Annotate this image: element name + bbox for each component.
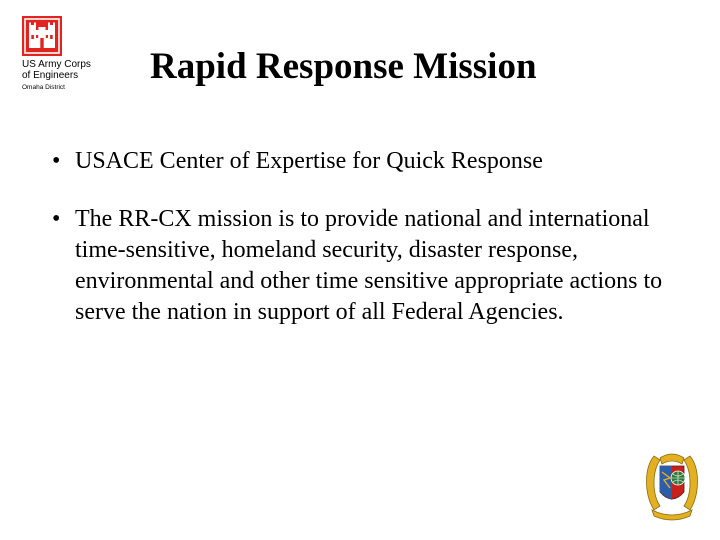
org-name-line2: of Engineers [22,70,79,81]
org-name [22,59,132,81]
bullet-item [48,204,688,328]
insignia-icon [640,448,704,522]
logo-block [22,16,132,92]
castle-icon [22,16,62,56]
org-name-line1: US Army Corps [22,59,91,70]
bullet-text: The RR-CX mission is to provide national and international time-sensitive, homeland security, disaster response, environmental and other time sensitive appropriate actions to serve the nation in support of all Federal Agencies. [75,206,663,325]
org-district: Omaha District [22,84,65,91]
bullet-dot-icon: • [52,206,61,232]
slide-title: Rapid Response Mission [150,46,537,87]
bullet-text: USACE Center of Expertise for Quick Response [75,148,543,174]
bullet-dot-icon: • [52,148,61,174]
bullet-item [48,146,688,177]
bullet-list [48,146,688,355]
